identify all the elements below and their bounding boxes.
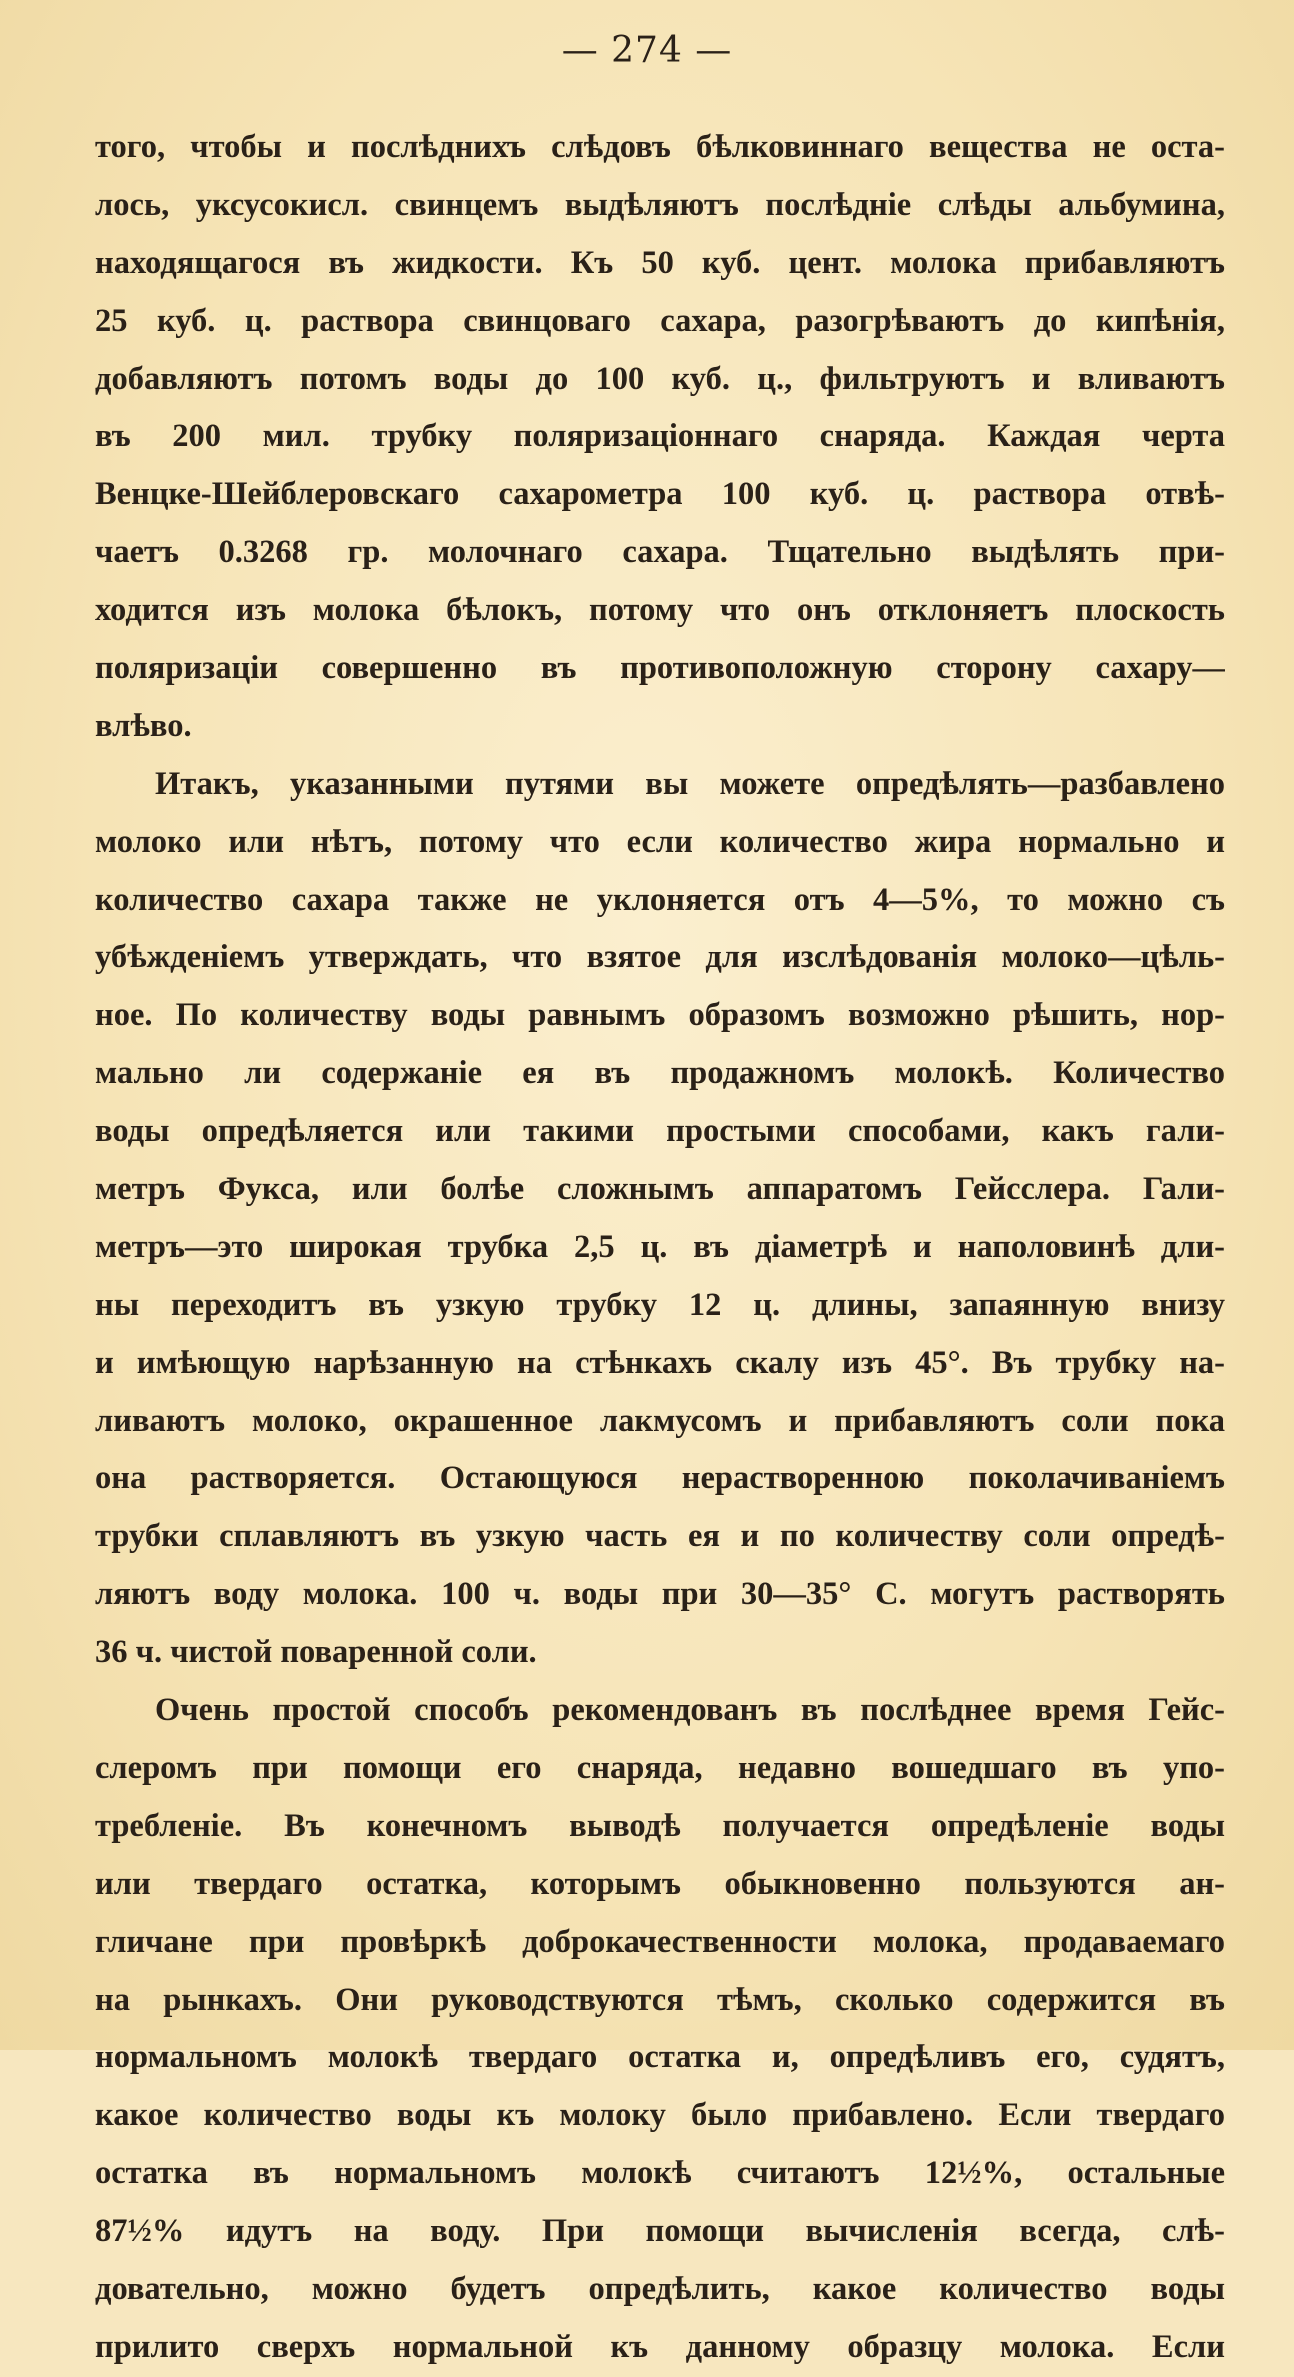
- text-line: и имѣющую нарѣзанную на стѣнкахъ скалу изъ 45°. Въ трубку на-: [95, 1344, 1225, 1381]
- text-line: слеромъ при помощи его снаряда, недавно вошедшаго въ упо-: [95, 1749, 1225, 1786]
- paragraph: [95, 119, 1225, 756]
- text-line: ляютъ воду молока. 100 ч. воды при 30—35° С. могутъ растворять: [95, 1576, 1225, 1613]
- paragraph: [95, 1682, 1225, 2377]
- text-line: поляризаціи совершенно въ противоположную сторону сахару—: [95, 650, 1225, 687]
- text-line: мально ли содержаніе ея въ продажномъ молокѣ. Количество: [95, 1055, 1225, 1092]
- text-line: убѣжденіемъ утверждать, что взятое для изслѣдованія молоко—цѣль-: [95, 939, 1225, 976]
- text-line: ны переходитъ въ узкую трубку 12 ц. длины, запаянную внизу: [95, 1286, 1225, 1323]
- text-line: Итакъ, указанными путями вы можете опредѣлять—разбавлено: [155, 765, 1225, 802]
- page-text: [95, 119, 1225, 2377]
- text-line: метръ Фукса, или болѣе сложнымъ аппаратомъ Гейсслера. Гали-: [95, 1171, 1225, 1208]
- text-line: ное. По количеству воды равнымъ образомъ возможно рѣшить, нор-: [95, 997, 1225, 1034]
- text-line: какое количество воды къ молоку было прибавлено. Если твердаго: [95, 2097, 1225, 2134]
- text-line: Очень простой способъ рекомендованъ въ послѣднее время Гейс-: [155, 1692, 1225, 1729]
- text-line: лось, уксусокисл. свинцемъ выдѣляютъ послѣдніе слѣды альбумина,: [95, 186, 1225, 223]
- text-line: того, чтобы и послѣднихъ слѣдовъ бѣлковиннаго вещества не оста-: [95, 129, 1225, 165]
- text-line: 36 ч. чистой поваренной соли.: [95, 1634, 537, 1671]
- text-line: гличане при провѣркѣ доброкачественности молока, продаваемаго: [95, 1923, 1225, 1960]
- text-line: 25 куб. ц. раствора свинцоваго сахара, разогрѣваютъ до кипѣнія,: [95, 302, 1225, 339]
- text-line: на рынкахъ. Они руководствуются тѣмъ, сколько содержится въ: [95, 1981, 1225, 2018]
- text-line: воды опредѣляется или такими простыми способами, какъ гали-: [95, 1113, 1225, 1150]
- text-line: требленіе. Въ конечномъ выводѣ получается опредѣленіе воды: [95, 1807, 1225, 1844]
- text-line: довательно, можно будетъ опредѣлить, какое количество воды: [95, 2270, 1225, 2307]
- text-line: ходится изъ молока бѣлокъ, потому что онъ отклоняетъ плоскость: [95, 592, 1225, 629]
- page-number: — 274 —: [561, 30, 733, 71]
- text-line: въ 200 мил. трубку поляризаціоннаго снаряда. Каждая черта: [95, 418, 1225, 455]
- text-line: она растворяется. Остающуюся нерастворенною поколачиваніемъ: [95, 1460, 1225, 1497]
- text-line: молоко или нѣтъ, потому что если количество жира нормально и: [95, 823, 1225, 860]
- text-line: нормальномъ молокѣ твердаго остатка и, опредѣливъ его, судятъ,: [95, 2039, 1225, 2076]
- text-line: добавляютъ потомъ воды до 100 куб. ц., фильтруютъ и вливаютъ: [95, 360, 1225, 397]
- text-line: Венцке-Шейблеровскаго сахарометра 100 куб. ц. раствора отвѣ-: [95, 476, 1225, 513]
- text-line: прилито сверхъ нормальной къ данному образцу молока. Если: [95, 2328, 1225, 2365]
- paragraph: [95, 756, 1225, 1682]
- text-line: трубки сплавляютъ въ узкую часть ея и по количеству соли опредѣ-: [95, 1518, 1225, 1555]
- text-line: остатка въ нормальномъ молокѣ считаютъ 12½%, остальные: [95, 2155, 1225, 2192]
- text-line: количество сахара также не уклоняется отъ 4—5%, то можно съ: [95, 881, 1225, 918]
- text-line: чаетъ 0.3268 гр. молочнаго сахара. Тщательно выдѣлять при-: [95, 534, 1225, 571]
- text-line: метръ—это широкая трубка 2,5 ц. въ діаметрѣ и наполовинѣ дли-: [95, 1228, 1225, 1265]
- text-line: ливаютъ молоко, окрашенное лакмусомъ и прибавляютъ соли пока: [95, 1402, 1225, 1439]
- text-line: 87½% идутъ на воду. При помощи вычисленія всегда, слѣ-: [95, 2213, 1225, 2250]
- text-line: влѣво.: [95, 707, 192, 744]
- text-line: или твердаго остатка, которымъ обыкновенно пользуются ан-: [95, 1865, 1225, 1902]
- text-line: находящагося въ жидкости. Къ 50 куб. цент. молока прибавляютъ: [95, 244, 1225, 281]
